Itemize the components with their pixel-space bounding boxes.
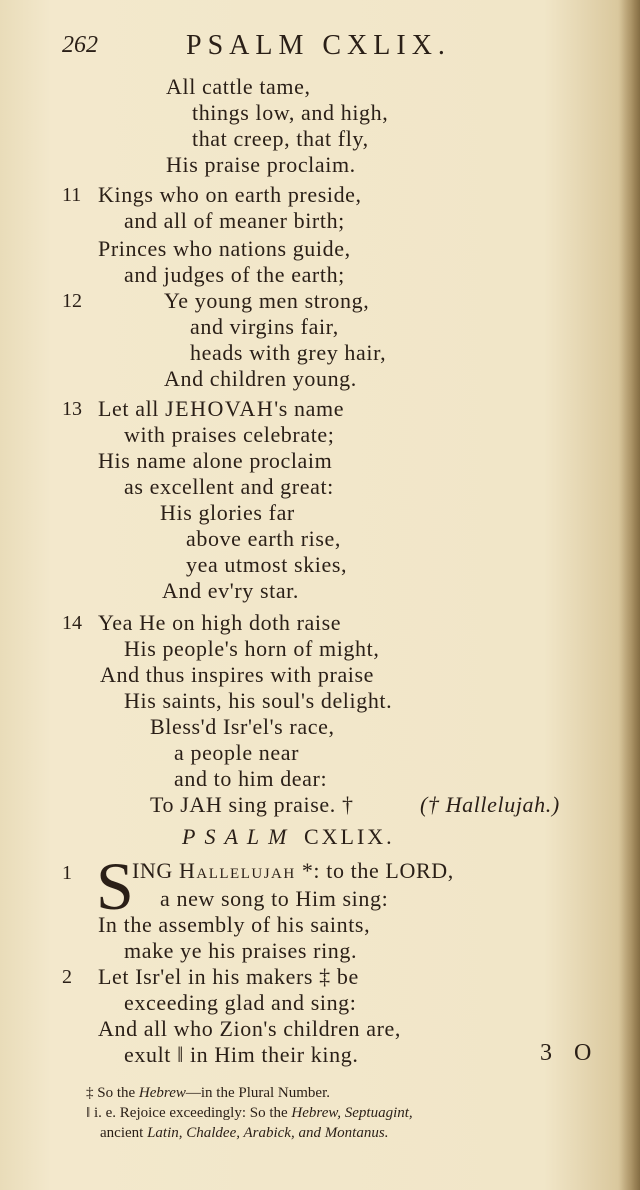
verse-line: and all of meaner birth; bbox=[124, 208, 345, 233]
verse-line: His name alone proclaim bbox=[98, 448, 333, 473]
verse-line: Kings who on earth preside, bbox=[98, 182, 362, 207]
verse-line: that creep, that fly, bbox=[192, 126, 369, 151]
verse-line: Bless'd Isr'el's race, bbox=[150, 714, 335, 739]
verse-line: And children young. bbox=[164, 366, 357, 391]
verse-annotation: († Hallelujah.) bbox=[420, 792, 560, 817]
section-title: PSALM CXLIX. bbox=[182, 824, 395, 849]
verse-line: His saints, his soul's delight. bbox=[124, 688, 393, 713]
verse-line: In the assembly of his saints, bbox=[98, 912, 371, 937]
verse-line: And thus inspires with praise bbox=[100, 662, 375, 687]
verse-line: exult ‖ in Him their king. bbox=[124, 1042, 359, 1067]
verse-line: All cattle tame, bbox=[166, 74, 311, 99]
verse-line: and judges of the earth; bbox=[124, 262, 345, 287]
verse-line: Ye young men strong, bbox=[164, 288, 370, 313]
signature-mark: 3 O bbox=[540, 1040, 600, 1066]
verse-line: Princes who nations guide, bbox=[98, 236, 351, 261]
verse-number: 2 bbox=[62, 966, 72, 988]
verse-line: His people's horn of might, bbox=[124, 636, 380, 661]
verse-number: 12 bbox=[62, 290, 82, 312]
verse-line: heads with grey hair, bbox=[190, 340, 387, 365]
verse-line: with praises celebrate; bbox=[124, 422, 335, 447]
verse-line: Let Isr'el in his makers ‡ be bbox=[98, 964, 359, 989]
verse-number: 1 bbox=[62, 862, 72, 884]
page-number: 262 bbox=[62, 32, 98, 58]
verse-line: To JAH sing praise. † bbox=[150, 792, 354, 817]
footnote: ancient Latin, Chaldee, Arabick, and Montanus. bbox=[100, 1125, 389, 1141]
verse-line: and to him dear: bbox=[174, 766, 328, 791]
verse-line: Yea He on high doth raise bbox=[98, 610, 342, 635]
verse-line: a people near bbox=[174, 740, 300, 765]
drop-cap: S bbox=[96, 848, 134, 924]
footnote: ‡ So the Hebrew—in the Plural Number. bbox=[86, 1085, 331, 1101]
verse-line: things low, and high, bbox=[192, 100, 389, 125]
verse-number: 14 bbox=[62, 612, 82, 634]
verse-line: And all who Zion's children are, bbox=[98, 1016, 401, 1041]
footnote: ‖ i. e. Rejoice exceedingly: So the Hebrew, Septuagint, bbox=[86, 1105, 413, 1121]
verse-line: His glories far bbox=[160, 500, 295, 525]
verse-line: exceeding glad and sing: bbox=[124, 990, 357, 1015]
verse-line: make ye his praises ring. bbox=[124, 938, 358, 963]
verse-number: 11 bbox=[62, 184, 82, 206]
verse-line: as excellent and great: bbox=[124, 474, 334, 499]
verse-line: yea utmost skies, bbox=[186, 552, 348, 577]
verse-line: ING Hallelujah *: to the LORD, bbox=[132, 858, 454, 883]
page-edge-shadow bbox=[618, 0, 640, 1190]
verse-line: a new song to Him sing: bbox=[160, 886, 389, 911]
verse-number: 13 bbox=[62, 398, 82, 420]
verse-line: and virgins fair, bbox=[190, 314, 339, 339]
page-title: PSALM CXLIX. bbox=[186, 30, 451, 61]
verse-line: And ev'ry star. bbox=[162, 578, 299, 603]
verse-line: His praise proclaim. bbox=[166, 152, 356, 177]
verse-line: Let all JEHOVAH's name bbox=[98, 396, 345, 421]
verse-line: above earth rise, bbox=[186, 526, 341, 551]
